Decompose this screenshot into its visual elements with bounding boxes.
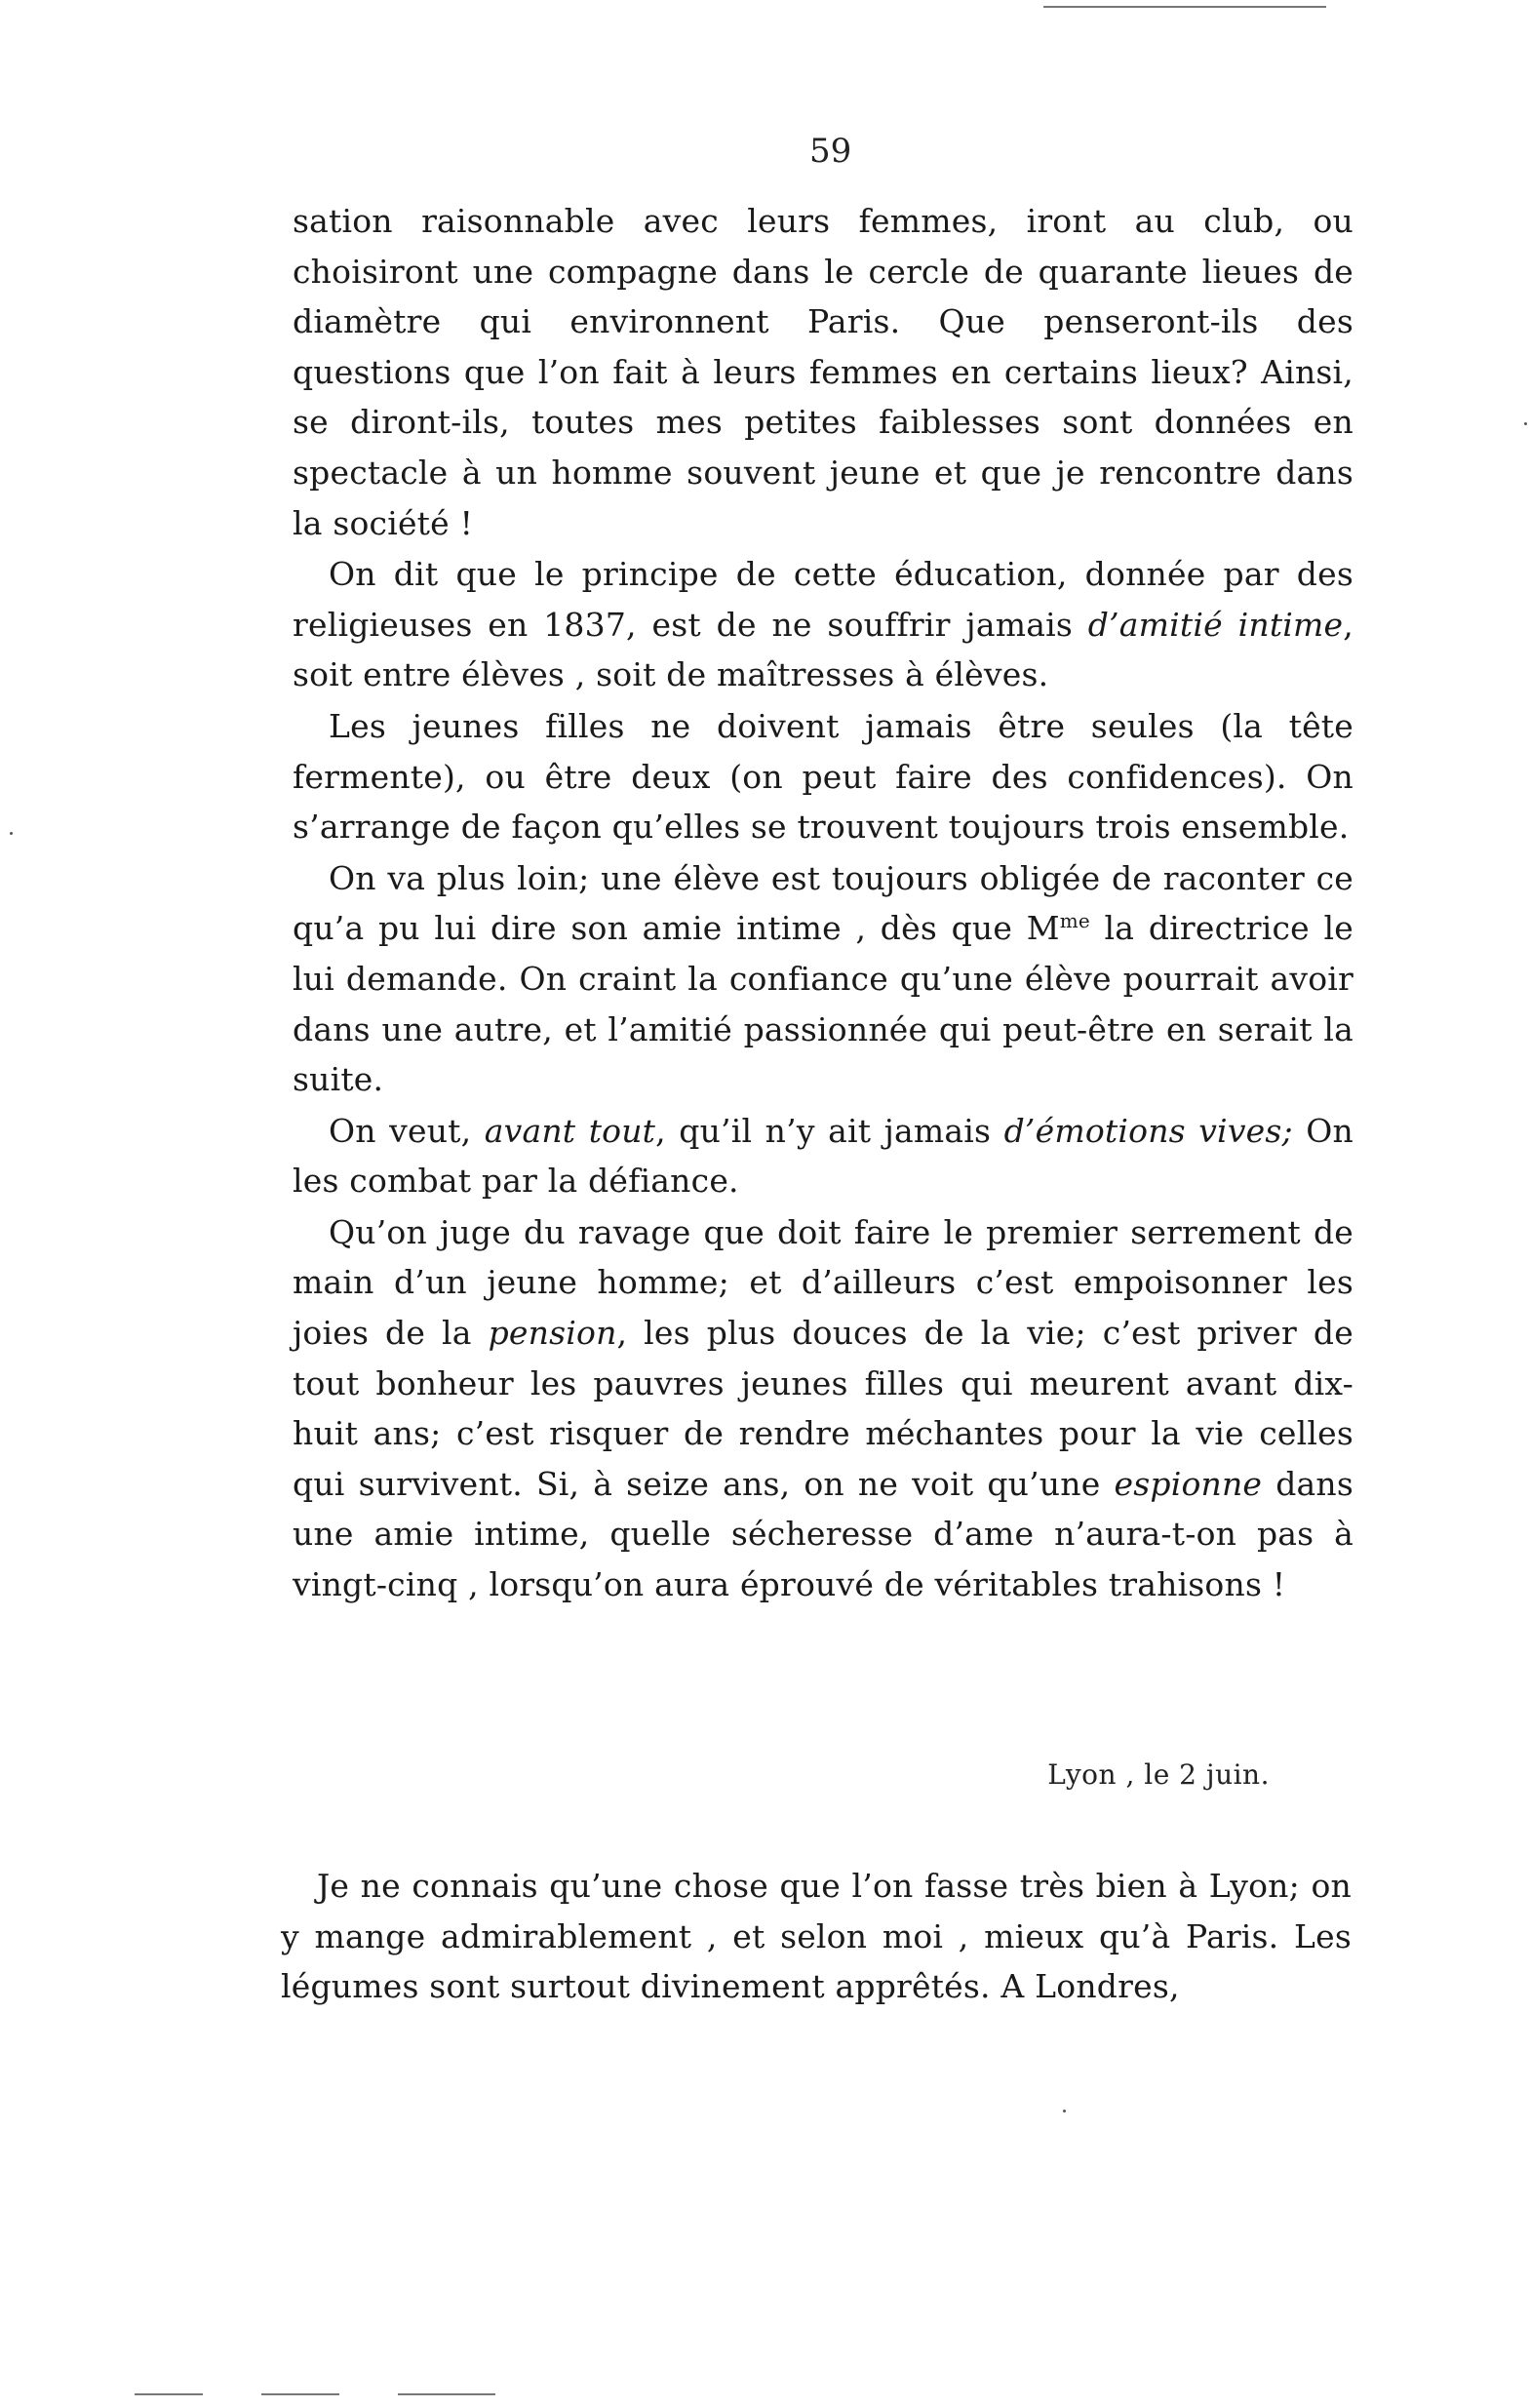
- scan-speck: [1524, 422, 1527, 425]
- italic-phrase: d’émotions vives;: [1003, 1111, 1293, 1150]
- italic-phrase: pension: [488, 1314, 617, 1353]
- scan-speck: [10, 832, 13, 835]
- paragraph-emotions: On veut, avant tout, qu’il n’y ait jamais d’émotions vives; On les combat par la défiance.: [293, 1111, 1353, 1201]
- paragraph-lyon: Je ne connais qu’une chose que l’on fasse très bien à Lyon; on y mange admirablement , et selon moi , mieux qu’à Paris. Les légumes sont surtout divinement apprêtés. A Londres,: [281, 1867, 1352, 2006]
- superscript-me: me: [1059, 909, 1090, 933]
- scan-edge-line-bottom-2: [261, 2393, 339, 2395]
- scan-edge-line-bottom-1: [135, 2393, 203, 2395]
- scan-edge-line-bottom-3: [398, 2393, 495, 2395]
- paragraph-continuation: sation raisonnable avec leurs femmes, iront au club, ou choisiront une compagne dans le cercle de quarante lieues de diamètre qui environnent Paris. Que penseront-ils des questions que l’on fait à leurs femmes en certains lieux? Ainsi, se diront-ils, toutes mes petites faiblesses sont données en spectacle à un homme souvent jeune et que je rencontre dans la société !: [293, 202, 1353, 542]
- scan-speck: [1063, 2110, 1066, 2112]
- page-number: 59: [809, 132, 852, 171]
- italic-phrase: espionne: [1114, 1464, 1263, 1503]
- paragraph-ravage: Qu’on juge du ravage que doit faire le premier serrement de main d’un jeune homme; et d’ailleurs c’est empoisonner les joies de la pension, les plus douces de la vie; c’est priver de tout bonheur les pauvres jeunes filles qui meurent avant dix-huit ans; c’est risquer de rendre méchantes pour la vie celles qui survivent. Si, à seize ans, on ne voit qu’une espionne dans une amie intime, quelle sécheresse d’ame n’aura-t-on pas à vingt-cinq , lorsqu’on aura éprouvé de véritables trahisons !: [293, 1212, 1353, 1604]
- scan-edge-line-top: [1043, 6, 1326, 8]
- paragraph-further: On va plus loin; une élève est toujours obligée de raconter ce qu’a pu lui dire son amie intime , dès que $M^{me}$ la directrice le lui demande. On craint la confiance qu’une élève pourrait avoir dans une autre, et l’amitié passionnée qui peut-être en serait la suite.: [293, 858, 1353, 1099]
- italic-phrase: d’amitié intime: [1087, 605, 1344, 644]
- letter-text: [281, 1861, 1352, 2012]
- italic-phrase: avant tout: [484, 1111, 656, 1150]
- paragraph-education-principle: On dit que le principe de cette éducation, donnée par des religieuses en 1837, est de ne souffrir jamais d’amitié intime, soit entre élèves , soit de maîtresses à élèves.: [293, 555, 1353, 694]
- paragraph-young-girls: Les jeunes filles ne doivent jamais être seules (la tête fermente), ou être deux (on peut faire des confidences). On s’arrange de façon qu’elles se trouvent toujours trois ensemble.: [293, 706, 1353, 847]
- dateline: Lyon , le 2 juin.: [1047, 1758, 1270, 1791]
- main-text: [293, 196, 1353, 1610]
